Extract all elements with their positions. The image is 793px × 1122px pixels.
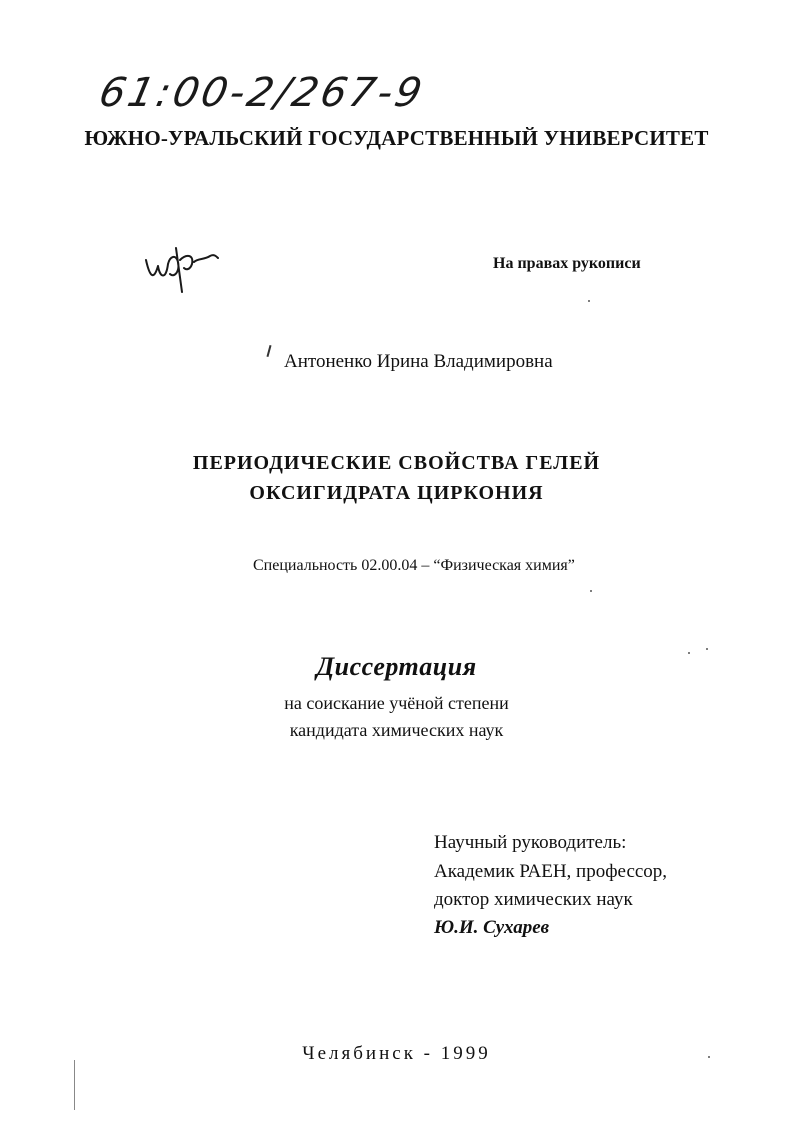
scan-speck — [708, 1056, 710, 1058]
specialty-line: Специальность 02.00.04 – “Физическая химия” — [253, 557, 575, 574]
thesis-title-line-1: ПЕРИОДИЧЕСКИЕ СВОЙСТВА ГЕЛЕЙ — [192, 452, 601, 474]
dissertation-heading: Диссертация — [316, 652, 477, 681]
supervisor-degree: доктор химических наук — [434, 889, 633, 910]
supervisor-title: Академик РАЕН, профессор, — [434, 861, 668, 882]
rights-note: На правах рукописи — [493, 255, 641, 272]
degree-line-1: на соискание учёной степени — [284, 693, 509, 713]
city-year: Челябинск - 1999 — [302, 1043, 491, 1064]
signature-scribble — [140, 238, 220, 293]
thesis-title-line-2: ОКСИГИДРАТА ЦИРКОНИЯ — [249, 482, 544, 504]
scan-speck — [590, 590, 592, 592]
scan-speck — [588, 300, 590, 302]
supervisor-label: Научный руководитель: — [434, 832, 627, 853]
university-name: ЮЖНО-УРАЛЬСКИЙ ГОСУДАРСТВЕННЫЙ УНИВЕРСИТЕТ — [84, 126, 709, 150]
degree-line-2: кандидата химических наук — [289, 720, 504, 740]
scan-speck — [706, 648, 708, 650]
archive-code-handwritten: 61:00-2/267-9 — [95, 70, 429, 116]
scan-edge-line — [74, 1060, 75, 1110]
supervisor-name: Ю.И. Сухарев — [434, 917, 550, 938]
stray-mark — [266, 345, 271, 357]
scan-speck — [688, 652, 690, 654]
author-name: Антоненко Ирина Владимировна — [284, 351, 553, 372]
